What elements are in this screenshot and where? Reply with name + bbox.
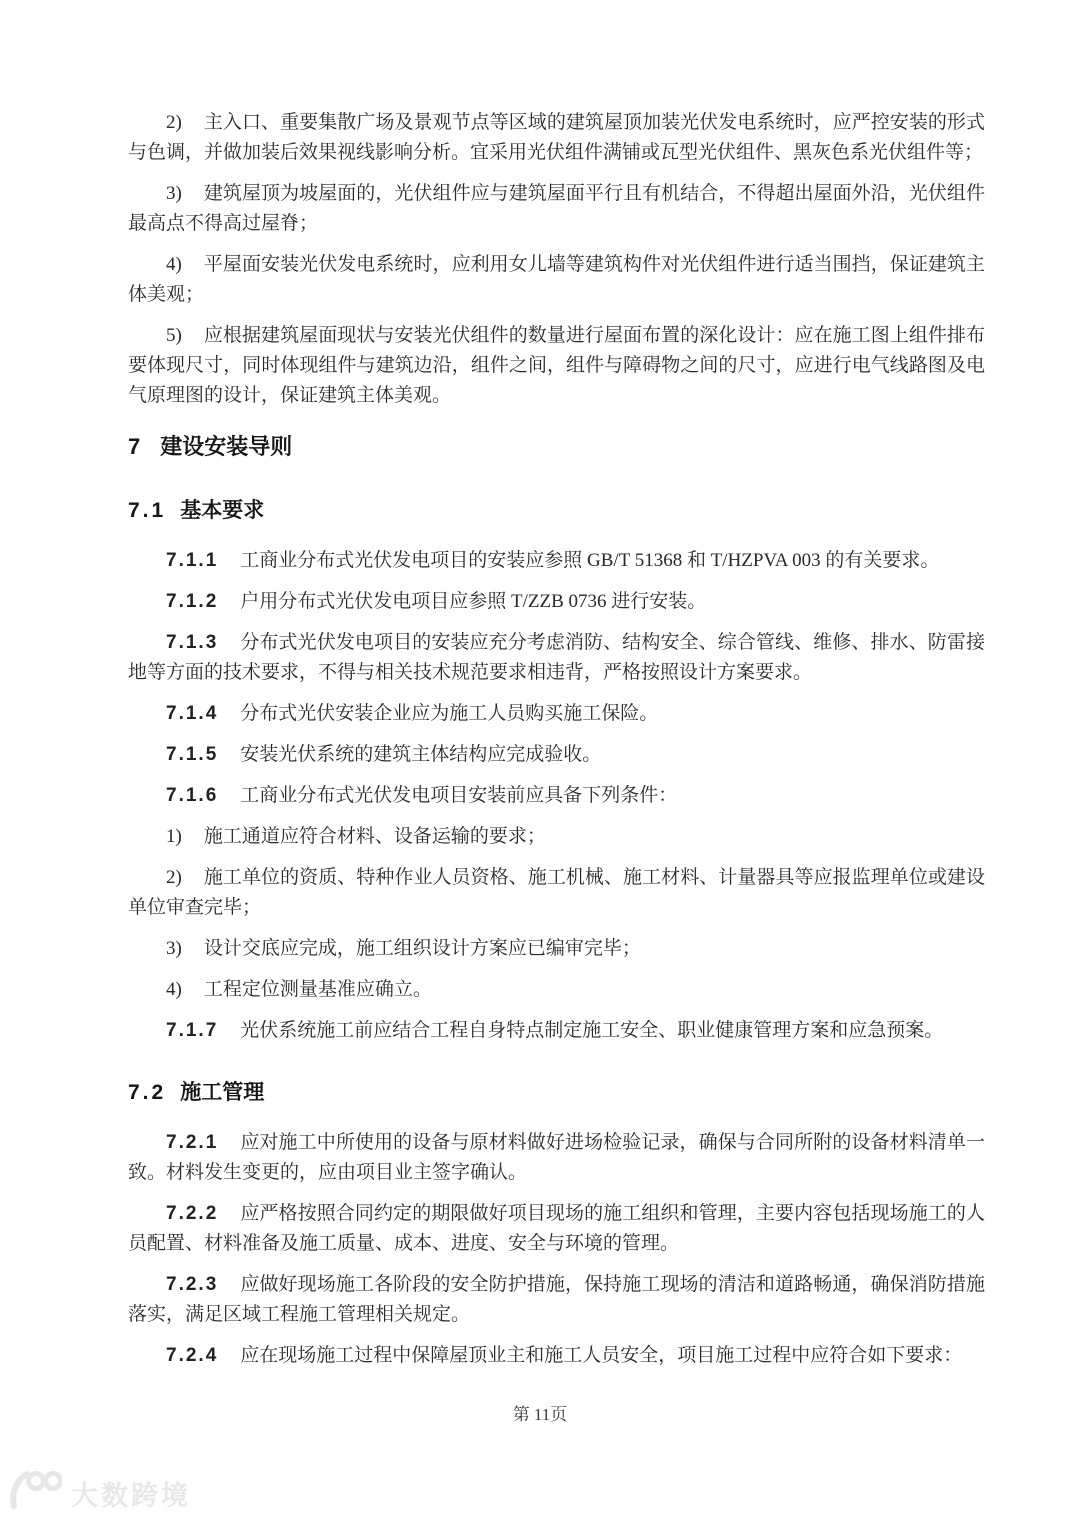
item-number: 4) — [166, 254, 182, 275]
page-number: 第 11页 — [512, 1405, 568, 1424]
paragraph-text: 工商业分布式光伏发电项目安装前应具备下列条件： — [240, 785, 678, 806]
watermark-logo-icon — [8, 1468, 62, 1510]
chapter-heading — [128, 432, 985, 462]
clause-number: 7.2.3 — [166, 1274, 219, 1295]
list-item — [128, 179, 985, 239]
paragraph-text: 应做好现场施工各阶段的安全防护措施，保持施工现场的清洁和道路畅通，确保消防措施落实，满足区域工程施工管理相关规定。 — [128, 1274, 985, 1325]
paragraph-text: 分布式光伏安装企业应为施工人员购买施工保险。 — [240, 703, 659, 724]
paragraph-text: 施工单位的资质、特种作业人员资格、施工机械、施工材料、计量器具等应报监理单位或建设单位审查完毕； — [128, 867, 985, 918]
heading-title: 基本要求 — [180, 499, 265, 522]
paragraph-text: 建筑屋顶为坡屋面的，光伏组件应与建筑屋面平行且有机结合，不得超出屋面外沿，光伏组件最高点不得高过屋脊； — [128, 183, 985, 234]
section-heading — [128, 496, 985, 526]
clause-number: 7.1.4 — [166, 703, 219, 724]
item-number: 1) — [166, 826, 182, 847]
clause-number: 7.1.3 — [166, 632, 219, 653]
clause — [128, 1199, 985, 1259]
heading-title: 施工管理 — [180, 1081, 265, 1104]
paragraph-text: 设计交底应完成，施工组织设计方案应已编审完毕； — [203, 938, 641, 959]
clause-number: 7.1.7 — [166, 1020, 219, 1041]
paragraph-text: 安装光伏系统的建筑主体结构应完成验收。 — [240, 744, 602, 765]
clause-number: 7.1.2 — [166, 591, 219, 612]
clause — [128, 1341, 985, 1371]
item-number: 5) — [166, 325, 182, 346]
watermark-text: 大数跨境 — [71, 1481, 191, 1511]
paragraph-text: 主入口、重要集散广场及景观节点等区域的建筑屋顶加装光伏发电系统时，应严控安装的形式与色调，并做加装后效果视线影响分析。宜采用光伏组件满铺或瓦型光伏组件、黑灰色系光伏组件等； — [128, 112, 985, 163]
clause-number: 7.1.1 — [166, 550, 219, 571]
clause — [128, 546, 985, 576]
paragraph-text: 平屋面安装光伏发电系统时，应利用女儿墙等建筑构件对光伏组件进行适当围挡，保证建筑主体美观； — [128, 254, 985, 305]
item-number: 4) — [166, 979, 182, 1000]
clause — [128, 699, 985, 729]
heading-number: 7 — [128, 434, 144, 459]
clause — [128, 1270, 985, 1330]
clause-number: 7.2.4 — [166, 1345, 219, 1366]
paragraph-text: 应根据建筑屋面现状与安装光伏组件的数量进行屋面布置的深化设计：应在施工图上组件排布要体现尺寸，同时体现组件与建筑边沿，组件之间，组件与障碍物之间的尺寸，应进行电气线路图及电气原理图的设计，保证建筑主体美观。 — [128, 325, 985, 406]
item-number: 2) — [166, 867, 182, 888]
list-item — [128, 863, 985, 923]
paragraph-text: 应对施工中所使用的设备与原材料做好进场检验记录，确保与合同所附的设备材料清单一致。材料发生变更的，应由项目业主签字确认。 — [128, 1132, 985, 1183]
item-number: 2) — [166, 112, 182, 133]
heading-number: 7.2 — [128, 1081, 167, 1104]
page-footer — [0, 1400, 1080, 1425]
paragraph-text: 户用分布式光伏发电项目应参照 T/ZZB 0736 进行安装。 — [240, 591, 707, 612]
list-item — [128, 108, 985, 168]
clause — [128, 1016, 985, 1046]
clause-number: 7.1.6 — [166, 785, 219, 806]
paragraph-text: 分布式光伏发电项目的安装应充分考虑消防、结构安全、综合管线、维修、排水、防雷接地等方面的技术要求，不得与相关技术规范要求相违背，严格按照设计方案要求。 — [128, 632, 985, 683]
section-heading — [128, 1078, 985, 1108]
paragraph-text: 应在现场施工过程中保障屋顶业主和施工人员安全，项目施工过程中应符合如下要求： — [240, 1345, 963, 1366]
clause-number: 7.2.1 — [166, 1132, 219, 1153]
clause — [128, 628, 985, 688]
list-item — [128, 975, 985, 1005]
paragraph-text: 工商业分布式光伏发电项目的安装应参照 GB/T 51368 和 T/HZPVA 003 的有关要求。 — [240, 550, 940, 571]
clause — [128, 1128, 985, 1188]
clause-number: 7.2.2 — [166, 1203, 219, 1224]
heading-number: 7.1 — [128, 499, 167, 522]
clause — [128, 740, 985, 770]
list-item — [128, 321, 985, 411]
item-number: 3) — [166, 183, 182, 204]
clause-number: 7.1.5 — [166, 744, 219, 765]
watermark — [8, 1468, 191, 1510]
paragraph-text: 光伏系统施工前应结合工程自身特点制定施工安全、职业健康管理方案和应急预案。 — [240, 1020, 944, 1041]
heading-title: 建设安装导则 — [160, 434, 293, 459]
paragraph-text: 工程定位测量基准应确立。 — [203, 979, 432, 1000]
list-item — [128, 934, 985, 964]
list-item — [128, 250, 985, 310]
paragraph-text: 应严格按照合同约定的期限做好项目现场的施工组织和管理，主要内容包括现场施工的人员配置、材料准备及施工质量、成本、进度、安全与环境的管理。 — [128, 1203, 985, 1254]
clause — [128, 587, 985, 617]
paragraph-text: 施工通道应符合材料、设备运输的要求； — [203, 826, 546, 847]
list-item — [128, 822, 985, 852]
item-number: 3) — [166, 938, 182, 959]
clause — [128, 781, 985, 811]
